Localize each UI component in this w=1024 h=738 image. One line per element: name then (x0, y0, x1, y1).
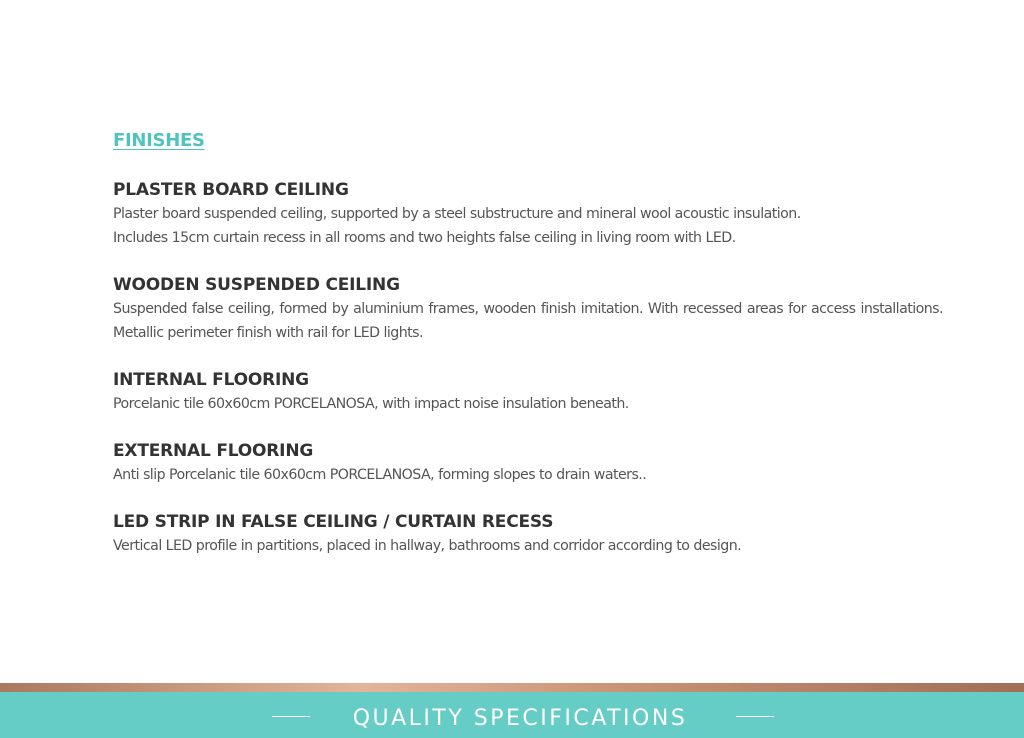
spec-description-line: Plaster board suspended ceiling, supported by a steel substructure and mineral wool acoustic insulation. (113, 206, 801, 222)
spec-description-line: Vertical LED profile in partitions, placed in hallway, bathrooms and corridor according to design. (113, 538, 742, 554)
document-content (113, 128, 943, 581)
spec-external-flooring (113, 439, 943, 487)
spec-heading: EXTERNAL FLOORING (113, 441, 314, 461)
spec-heading: INTERNAL FLOORING (113, 370, 309, 390)
footer-copper-stripe (0, 683, 1024, 692)
spec-internal-flooring (113, 368, 943, 416)
spec-description-line: Suspended false ceiling, formed by aluminium frames, wooden finish imitation. With recessed areas for access installations. (113, 301, 943, 317)
footer-title: QUALITY SPECIFICATIONS (352, 706, 688, 731)
spec-led-strip (113, 510, 943, 558)
spec-heading: LED STRIP IN FALSE CEILING / CURTAIN RECESS (113, 512, 554, 532)
spec-plaster-board-ceiling (113, 178, 943, 250)
footer-rule-right (736, 716, 774, 717)
spec-wooden-suspended-ceiling (113, 273, 943, 345)
spec-heading: WOODEN SUSPENDED CEILING (113, 275, 400, 295)
spec-description-line: Includes 15cm curtain recess in all rooms and two heights false ceiling in living room with LED. (113, 230, 736, 246)
footer-rule-left (272, 716, 310, 717)
spec-description-line: Anti slip Porcelanic tile 60x60cm PORCELANOSA, forming slopes to drain waters.. (113, 467, 647, 483)
spec-description-line: Porcelanic tile 60x60cm PORCELANOSA, with impact noise insulation beneath. (113, 396, 629, 412)
spec-description-line: Metallic perimeter finish with rail for LED lights. (113, 325, 423, 341)
spec-heading: PLASTER BOARD CEILING (113, 180, 349, 200)
section-title: FINISHES (113, 130, 205, 151)
